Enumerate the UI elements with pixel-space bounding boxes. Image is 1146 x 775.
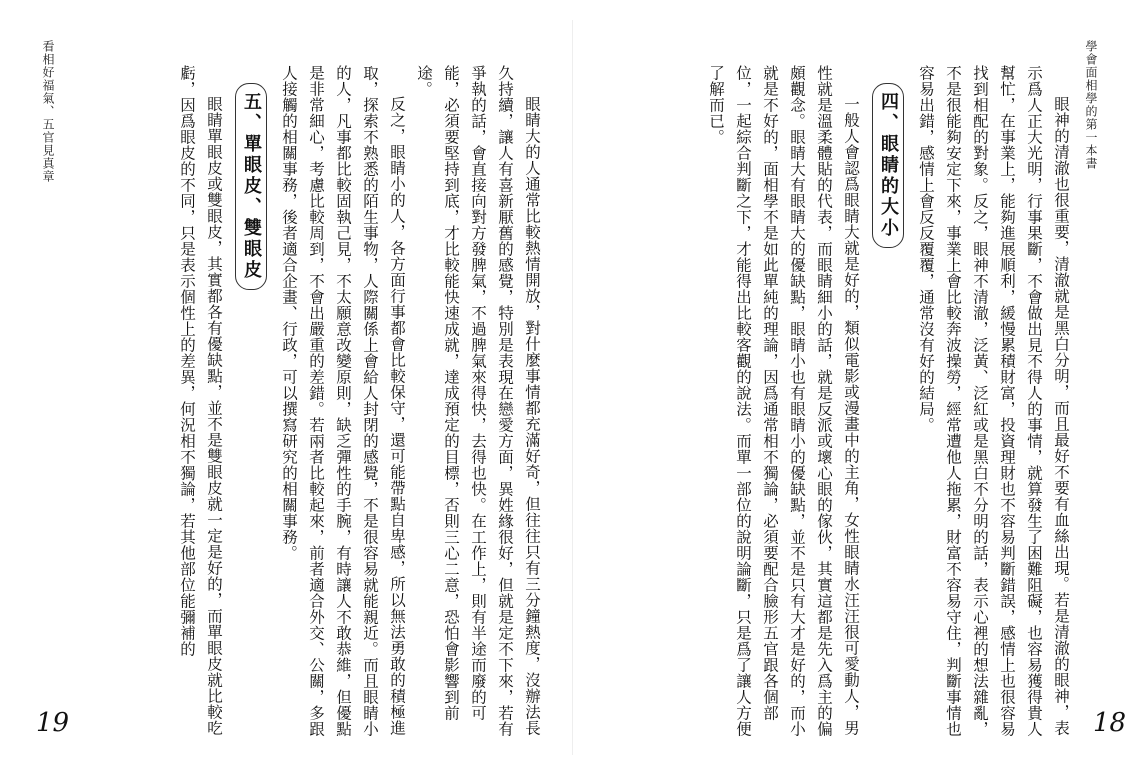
paragraph-eyelids: 眼睛單眼皮或雙眼皮，其實都各有優缺點，並不是雙眼皮就一定是好的，而單眼皮就比較吃虧，因爲眼皮的不同，只是表示個性上的差異，何況相不獨論，若其他部位能彌補的: [178, 65, 223, 736]
paragraph-eye-size: 一般人會認爲眼睛大就是好的，類似電影或漫畫中的主角，女性眼睛水汪汪很可愛動人，男性就是溫柔體貼的代表，而眼睛細小的話，就是反派或壞心眼的傢伙，其實這都是先入爲主的偏頗觀念。眼睛大有眼睛大的優缺點，眼睛小也有眼睛小的優缺點，並不是只有大才是好的，而小就是不好的，面相學不是如此單純的理論，因爲通常相不獨論，必須要配合臉形五官跟各個部位，一起綜合判斷之下，才能得出比較客觀的說法。而單一部位的說明論斷，只是爲了讓人方便了解而已。: [707, 65, 860, 737]
paragraph-eye-clarity: 眼神的清澈也很重要，清澈就是黑白分明，而且最好不要有血絲出現。若是清澈的眼神，表示爲人正大光明，行事果斷，不會做出見不得人的事情，就算發生了困難阻礙，也容易獲得貴人幫忙，在事業上，能夠進展順利，緩慢累積財富，投資理財也不容易判斷錯誤，感情上也很容易找到相配的對象。反之，眼神不清澈，泛黃、泛紅或是黑白不分明的話，表示心裡的想法雜亂，不是很能夠安定下來，事業上會比較奔波操勞，經常遭他人拖累，財富不容易守住，判斷事情也容易出錯，感情上會反反覆覆，通常沒有好的結局。: [917, 65, 1070, 737]
paragraph-big-eyes: 眼睛大的人通常比較熱情開放，對什麼事情都充滿好奇，但往往只有三分鐘熱度，沒辦法長久持續，讓人有喜新厭舊的感覺，特別是表現在戀愛方面，異姓緣很好，但就是定不下來，若有爭執的話，會直接向對方發脾氣，不過脾氣來得快，去得也快。在工作上，則有半途而廢的可能，必須要堅持到底，才比較能快速成就，達成預定的目標，否則三心二意，恐怕會影響到前途。: [415, 65, 541, 737]
running-head-right: 學會面相學的第一本書: [1084, 40, 1098, 170]
right-page-text: [634, 65, 1074, 745]
section-heading-eye-size: 四、眼睛的大小: [872, 83, 904, 248]
right-page: [573, 0, 1146, 775]
running-head-left: 看相好福氣、五官見真章: [41, 40, 55, 183]
section-heading-eyelids: 五、單眼皮、雙眼皮: [235, 83, 267, 290]
page-number-left: 19: [36, 708, 70, 738]
page-number-right: 18: [1093, 708, 1127, 738]
left-page-text: [75, 65, 545, 745]
paragraph-small-eyes: 反之，眼睛小的人，各方面行事都會比較保守，還可能帶點自卑感，所以無法勇敢的積極進取，探索不熟悉的陌生事物，人際關係上會給人封閉的感覺，不是很容易就能親近。而且眼睛小的人，凡事都比較固執己見，不太願意改變原則，缺乏彈性的手腕，有時讓人不敢恭維，但優點是非常細心，考慮比較周到，不會出嚴重的差錯。若兩者比較起來，前者適合外交、公關，多跟人接觸的相關事務，後者適合企畫、行政，可以撰寫研究的相關事務。: [280, 65, 406, 737]
